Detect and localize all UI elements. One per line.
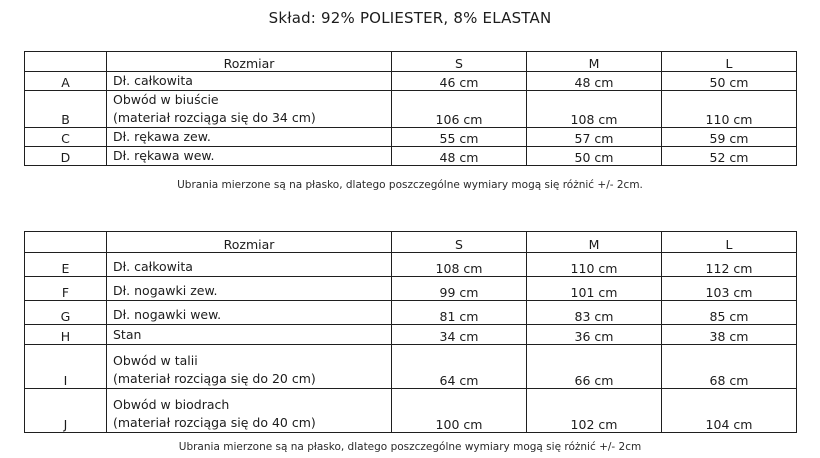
value-size-l: 112 cm xyxy=(662,253,797,277)
measurement-detail: (materiał rozciąga się do 34 cm) xyxy=(113,110,316,125)
header-code xyxy=(25,52,107,72)
value-size-m: 101 cm xyxy=(527,277,662,301)
measurement-name: Obwód w talii xyxy=(113,353,198,368)
row-measurement xyxy=(107,147,392,166)
value-size-l: 68 cm xyxy=(662,345,797,389)
value-size-s: 64 cm xyxy=(392,345,527,389)
row-measurement xyxy=(107,325,392,345)
row-code: H xyxy=(25,325,107,345)
row-code: F xyxy=(25,277,107,301)
table-row xyxy=(25,277,797,301)
row-measurement xyxy=(107,345,392,389)
measurement-name: Dł. nogawki zew. xyxy=(113,283,218,298)
composition-title: Skład: 92% POLIESTER, 8% ELASTAN xyxy=(268,9,552,27)
value-size-l: 52 cm xyxy=(662,147,797,166)
value-size-l: 85 cm xyxy=(662,301,797,325)
header-size-label: Rozmiar xyxy=(107,52,392,72)
value-size-l: 103 cm xyxy=(662,277,797,301)
row-code: E xyxy=(25,253,107,277)
value-size-l: 104 cm xyxy=(662,389,797,433)
value-size-s: 55 cm xyxy=(392,128,527,147)
row-code: I xyxy=(25,345,107,389)
value-size-m: 102 cm xyxy=(527,389,662,433)
row-code: A xyxy=(25,72,107,91)
value-size-s: 100 cm xyxy=(392,389,527,433)
value-size-s: 34 cm xyxy=(392,325,527,345)
row-measurement xyxy=(107,72,392,91)
table-row xyxy=(25,301,797,325)
row-measurement xyxy=(107,277,392,301)
value-size-m: 83 cm xyxy=(527,301,662,325)
table-row xyxy=(25,345,797,389)
value-size-s: 81 cm xyxy=(392,301,527,325)
row-measurement xyxy=(107,301,392,325)
table-row xyxy=(25,147,797,166)
measurement-note-top: Ubrania mierzone są na płasko, dlatego poszczególne wymiary mogą się różnić +/- 2cm. xyxy=(177,179,643,191)
value-size-s: 48 cm xyxy=(392,147,527,166)
value-size-s: 108 cm xyxy=(392,253,527,277)
row-code: D xyxy=(25,147,107,166)
measurement-name: Stan xyxy=(113,327,142,342)
measurement-note-bottom: Ubrania mierzone są na płasko, dlatego poszczególne wymiary mogą się różnić +/- 2cm xyxy=(178,441,642,453)
table-row xyxy=(25,91,797,128)
header-size-s: S xyxy=(392,232,527,253)
row-measurement xyxy=(107,389,392,433)
value-size-m: 48 cm xyxy=(527,72,662,91)
table-header-row xyxy=(25,232,797,253)
value-size-m: 36 cm xyxy=(527,325,662,345)
measurement-name: Dł. całkowita xyxy=(113,259,193,274)
table-header-row xyxy=(25,52,797,72)
measurement-name: Obwód w biuście xyxy=(113,92,219,107)
measurement-name: Dł. całkowita xyxy=(113,73,193,88)
header-size-l: L xyxy=(662,232,797,253)
measurement-detail: (materiał rozciąga się do 40 cm) xyxy=(113,415,316,430)
value-size-m: 108 cm xyxy=(527,91,662,128)
header-size-m: M xyxy=(527,232,662,253)
value-size-l: 110 cm xyxy=(662,91,797,128)
value-size-s: 106 cm xyxy=(392,91,527,128)
value-size-s: 46 cm xyxy=(392,72,527,91)
header-size-m: M xyxy=(527,52,662,72)
table-row xyxy=(25,72,797,91)
measurement-name: Dł. rękawa wew. xyxy=(113,148,215,163)
row-code: J xyxy=(25,389,107,433)
row-code: G xyxy=(25,301,107,325)
row-code: C xyxy=(25,128,107,147)
header-code xyxy=(25,232,107,253)
table-row xyxy=(25,253,797,277)
value-size-m: 66 cm xyxy=(527,345,662,389)
value-size-l: 50 cm xyxy=(662,72,797,91)
size-table-bottom xyxy=(24,231,797,433)
table-row xyxy=(25,389,797,433)
measurement-name: Dł. rękawa zew. xyxy=(113,129,211,144)
header-size-label: Rozmiar xyxy=(107,232,392,253)
size-table-top xyxy=(24,51,797,166)
measurement-name: Dł. nogawki wew. xyxy=(113,307,222,322)
value-size-m: 110 cm xyxy=(527,253,662,277)
value-size-m: 57 cm xyxy=(527,128,662,147)
row-measurement xyxy=(107,128,392,147)
value-size-s: 99 cm xyxy=(392,277,527,301)
table-row xyxy=(25,128,797,147)
row-measurement xyxy=(107,253,392,277)
value-size-m: 50 cm xyxy=(527,147,662,166)
table-row xyxy=(25,325,797,345)
row-measurement xyxy=(107,91,392,128)
measurement-detail: (materiał rozciąga się do 20 cm) xyxy=(113,371,316,386)
measurement-name: Obwód w biodrach xyxy=(113,397,230,412)
header-size-s: S xyxy=(392,52,527,72)
value-size-l: 59 cm xyxy=(662,128,797,147)
row-code: B xyxy=(25,91,107,128)
value-size-l: 38 cm xyxy=(662,325,797,345)
header-size-l: L xyxy=(662,52,797,72)
